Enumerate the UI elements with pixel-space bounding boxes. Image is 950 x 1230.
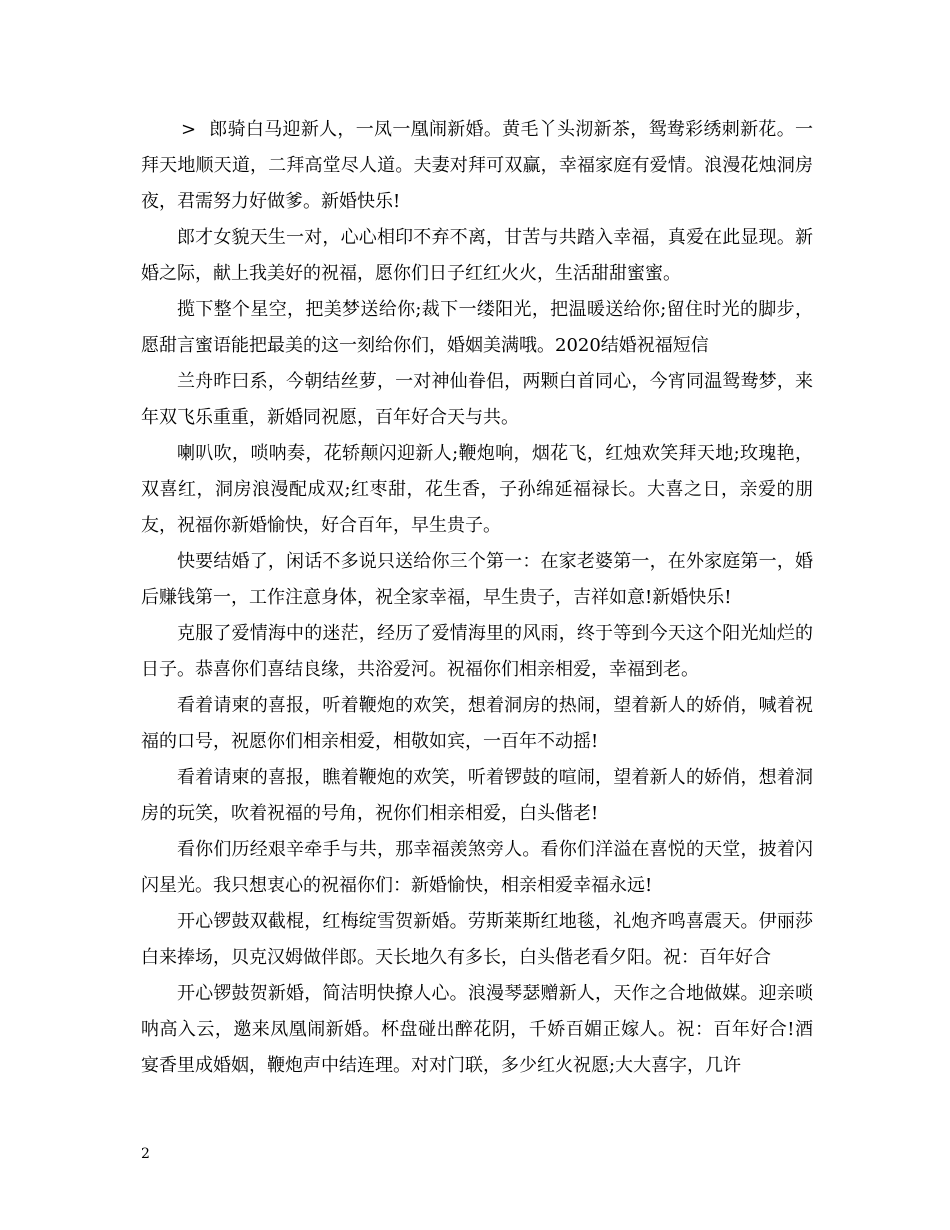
paragraph-3: 揽下整个星空，把美梦送给你;裁下一缕阳光，把温暖送给你;留住时光的脚步，愿甜言蜜语能把最美的这一刻给你们，婚姻美满哦。2020结婚祝福短信 [141,299,813,356]
paragraph-7: 克服了爱情海中的迷茫，经历了爱情海里的风雨，终于等到今天这个阳光灿烂的日子。恭喜你们喜结良缘，共浴爱河。祝福你们相亲相爱，幸福到老。 [141,623,813,680]
paragraph-10: 看你们历经艰辛牵手与共，那幸福羡煞旁人。看你们洋溢在喜悦的天堂，披着闪闪星光。我只想衷心的祝福你们：新婚愉快，相亲相爱幸福永远! [141,839,813,896]
paragraph-9: 看着请柬的喜报，瞧着鞭炮的欢笑，听着锣鼓的喧闹，望着新人的娇俏，想着洞房的玩笑，吹着祝福的号角，祝你们相亲相爱，白头偕老! [141,767,813,824]
page-number: 2 [141,1146,150,1162]
bullet-marker: > [181,119,197,140]
document-body [141,112,813,1084]
paragraph-12: 开心锣鼓贺新婚，简洁明快撩人心。浪漫琴瑟赠新人，天作之合地做媒。迎亲唢呐高入云，邀来凤凰闹新婚。杯盘碰出醉花阴，千娇百媚正嫁人。祝：百年好合!酒宴香里成婚姻，鞭炮声中结连理。对对门联，多少红火祝愿;大大喜字，几许 [141,983,813,1076]
paragraph-6: 快要结婚了，闲话不多说只送给你三个第一：在家老婆第一，在外家庭第一，婚后赚钱第一，工作注意身体，祝全家幸福，早生贵子，吉祥如意!新婚快乐! [141,551,813,608]
paragraph-1 [141,112,813,220]
paragraph-2: 郎才女貌天生一对，心心相印不弃不离，甘苦与共踏入幸福，真爱在此显现。新婚之际，献上我美好的祝福，愿你们日子红红火火，生活甜甜蜜蜜。 [141,227,813,284]
paragraph-1-text: 郎骑白马迎新人，一凤一凰闹新婚。黄毛丫头沏新茶，鸳鸯彩绣刺新花。一拜天地顺天道，二拜高堂尽人道。夫妻对拜可双赢，幸福家庭有爱情。浪漫花烛洞房夜，君需努力好做爹。新婚快乐! [141,119,813,212]
paragraph-11: 开心锣鼓双截棍，红梅绽雪贺新婚。劳斯莱斯红地毯，礼炮齐鸣喜震天。伊丽莎白来捧场，贝克汉姆做伴郎。天长地久有多长，白头偕老看夕阳。祝：百年好合 [141,911,813,968]
paragraph-5: 喇叭吹，唢呐奏，花轿颠闪迎新人;鞭炮响，烟花飞，红烛欢笑拜天地;玫瑰艳，双喜红，洞房浪漫配成双;红枣甜，花生香，子孙绵延福禄长。大喜之日，亲爱的朋友，祝福你新婚愉快，好合百年，早生贵子。 [141,443,813,536]
paragraph-4: 兰舟昨曰系，今朝结丝萝，一对神仙眷侣，两颗白首同心，今宵同温鸳鸯梦，来年双飞乐重重，新婚同祝愿，百年好合天与共。 [141,371,813,428]
paragraph-8: 看着请柬的喜报，听着鞭炮的欢笑，想着洞房的热闹，望着新人的娇俏，喊着祝福的口号，祝愿你们相亲相爱，相敬如宾，一百年不动摇! [141,695,813,752]
